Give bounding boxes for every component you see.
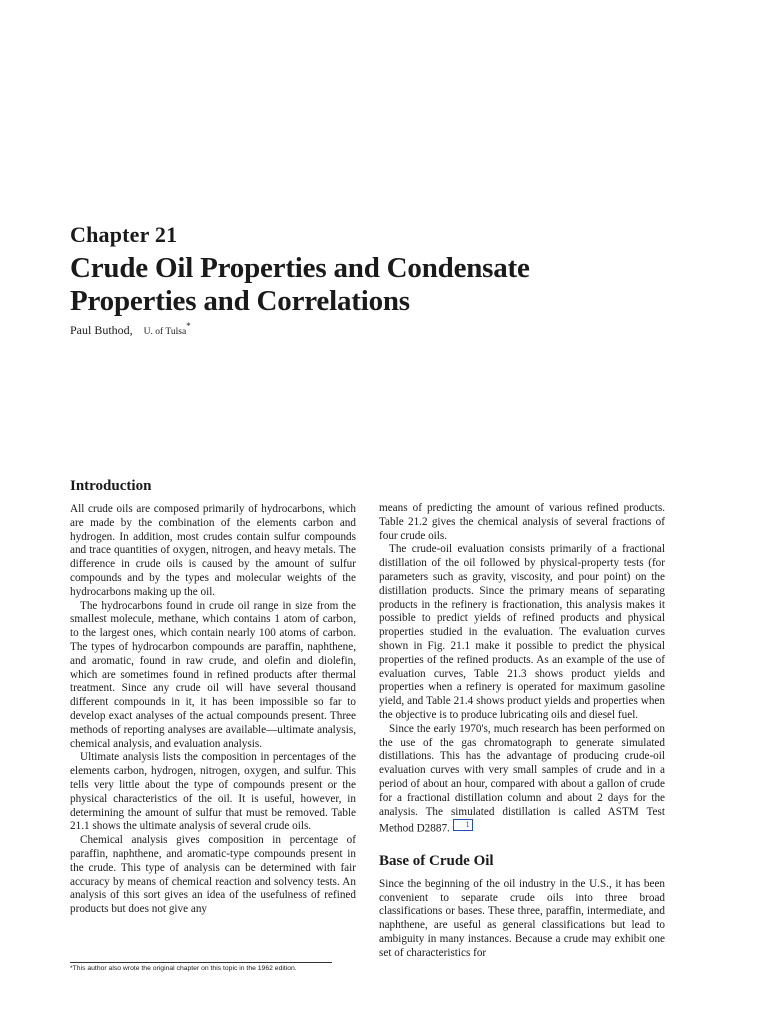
paragraph: Since the beginning of the oil industry in the U.S., it has been convenient to separate crude oils into three broad classifications or bases. These three, paraffin, intermediate, and naphthene, are useful as general classifications but lead to ambiguity in many instances. Because a crude may exhibit one set of characteristics for [379, 877, 665, 959]
right-column [379, 502, 665, 961]
paragraph: Chemical analysis gives composition in percentage of paraffin, naphthene, and aromatic-type compounds present in the crude. This type of analysis can be determined with fair accuracy by means of chemical reaction and solvency tests. An analysis of this sort gives an idea of the usefulness of refined products but does not give any [70, 834, 356, 916]
paragraph: Ultimate analysis lists the composition in percentages of the elements carbon, hydrogen, nitrogen, oxygen, and sulfur. This tells very little about the type of compounds present or the physical characteristics of the oil. It is useful, however, in determining the amount of sulfur that must be removed. Table 21.1 shows the ultimate analysis of several crude oils. [70, 751, 356, 833]
chapter-title [70, 252, 710, 318]
chapter-label: Chapter 21 [70, 222, 178, 247]
author-byline [70, 321, 191, 338]
chapter-title-line-1: Crude Oil Properties and Condensate [70, 252, 530, 284]
section-heading-introduction: Introduction [70, 478, 152, 494]
author-footnote-mark: * [186, 321, 191, 331]
author-name: Paul Buthod, [70, 323, 133, 337]
paragraph-text: Since the early 1970's, much research has been performed on the use of the gas chromatograph to generate simulated distillations. This has the advantage of producing crude-oil evaluation curves with very small samples of crude and in a period of about an hour, compared with about a gallon of crude for a fractional distillation column and about 2 days for the analysis. The simulated distillation is called ASTM Test Method D2887. [379, 722, 665, 836]
author-affiliation: U. of Tulsa [143, 327, 187, 337]
paragraph: All crude oils are composed primarily of hydrocarbons, which are made by the combination of the elements carbon and hydrogen. In addition, most crudes contain sulfur compounds and trace quantities of oxygen, nitrogen, and heavy metals. The difference in crude oils is caused by the amount of sulfur compounds and by the types and molecular weights of the hydrocarbons making up the oil. [70, 503, 356, 598]
paragraph: The hydrocarbons found in crude oil range in size from the smallest molecule, methane, which contains 1 atom of carbon, to the largest ones, which contain nearly 100 atoms of carbon. The types of hydrocarbon compounds are paraffin, naphthene, and aromatic, found in raw crude, and olefin and diolefin, which are sometimes found in refined products after thermal treatment. Since any crude oil will have several thousand different compounds in it, it has been impossible so far to develop exact analyses of the actual compounds present. Three methods of reporting analyses are available—ultimate analysis, chemical analysis, and evaluation analysis. [70, 599, 356, 750]
section-heading-base-of-crude-oil: Base of Crude Oil [379, 852, 494, 869]
paragraph: means of predicting the amount of various refined products. Table 21.2 gives the chemical analysis of several fractions of four crude oils. [379, 502, 665, 542]
left-column [70, 478, 356, 917]
chapter-title-line-2: Properties and Correlations [70, 285, 410, 317]
footnote: *This author also wrote the original chapter on this topic in the 1962 edition. [70, 962, 332, 972]
reference-link[interactable]: 1 [453, 819, 473, 831]
paragraph: The crude-oil evaluation consists primarily of a fractional distillation of the oil followed by physical-property tests (for parameters such as gravity, viscosity, and pour point) on the distillation products. Since the primary means of separating products in the refinery is fractionation, this analysis makes it possible to predict yields of refined products and physical properties studied in the evaluation. The evaluation curves shown in Fig. 21.1 make it possible to predict the physical properties of the refined products. As an example of the use of evaluation curves, Table 21.3 shows product yields and properties when a refinery is operated for maximum gasoline yield, and Table 21.4 shows product yields and properties when the objective is to produce lubricating oils and diesel fuel. [379, 543, 665, 721]
paragraph [379, 723, 665, 837]
